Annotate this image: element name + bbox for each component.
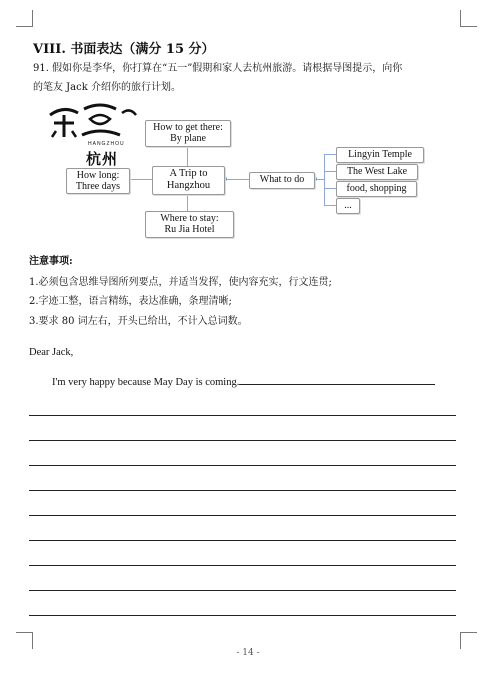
crop-mark-top-right [460,10,477,27]
node-center-line-1: A Trip to [169,168,208,179]
activity-item-1: Lingyin Temple [336,147,424,163]
note-item-2: 2.字迹工整，语言精练，表达准确，条理清晰; [29,296,232,307]
connector-activities-trunk [324,154,325,206]
writing-line[interactable] [29,415,456,416]
node-where-to-stay [145,211,234,238]
writing-line[interactable] [29,590,456,591]
connector-activity-3 [324,188,336,189]
connector-top [187,144,188,166]
section-title: VIII. 书面表达（满分 15 分） [33,42,215,57]
connector-activity-2 [324,171,336,172]
writing-line[interactable] [29,440,456,441]
note-item-1: 1.必须包含思维导图所列要点，并适当发挥，使内容充实，行文连贯; [29,277,332,288]
connector-right [224,179,249,180]
notes-title: 注意事项: [29,256,73,267]
node-where-to-stay-question: Where to stay: [160,213,219,224]
writing-line[interactable] [29,540,456,541]
question-text [33,59,473,97]
writing-line[interactable] [29,565,456,566]
letter-opening-line [52,374,435,388]
node-how-long [66,168,130,194]
connector-left [129,179,152,180]
activity-item-4: ... [336,198,360,214]
node-where-to-stay-answer: Ru Jia Hotel [164,224,215,235]
logo-chinese-text: 杭州 [86,150,119,168]
node-how-long-question: How long: [76,170,120,181]
activity-item-3: food, shopping [336,181,417,197]
node-how-to-get-there-question: How to get there: [153,122,223,133]
crop-mark-bottom-left [16,632,33,649]
hangzhou-logo-graphic-icon [44,101,140,141]
opening-blank-line[interactable] [239,374,435,385]
writing-line[interactable] [29,515,456,516]
node-how-long-answer: Three days [75,181,121,192]
hangzhou-logo [44,101,140,169]
writing-line[interactable] [29,490,456,491]
question-line-1: 91. 假如你是李华，你打算在“五一”假期和家人去杭州旅游。请根据导图提示，向你 [33,63,403,74]
node-what-to-do: What to do [249,172,315,189]
letter-opening-text: I'm very happy because May Day is coming. [52,377,240,388]
page-number: - 14 - [236,648,260,658]
crop-mark-bottom-right [460,632,477,649]
crop-mark-top-left [16,10,33,27]
node-center-line-2: Hangzhou [166,180,211,191]
letter-salutation: Dear Jack, [29,347,74,358]
activity-item-2: The West Lake [336,164,418,180]
node-how-to-get-there-answer: By plane [170,133,206,144]
logo-roman-text: HANGZHOU [88,141,125,147]
question-line-2: 的笔友 Jack 介绍你的旅行计划。 [33,82,181,93]
node-center-trip [152,166,225,195]
connector-activity-4 [324,205,336,206]
connector-activity-1 [324,154,336,155]
note-item-3: 3.要求 80 词左右，开头已给出，不计入总词数。 [29,316,248,327]
node-how-to-get-there [145,120,231,147]
writing-line[interactable] [29,465,456,466]
writing-line[interactable] [29,615,456,616]
